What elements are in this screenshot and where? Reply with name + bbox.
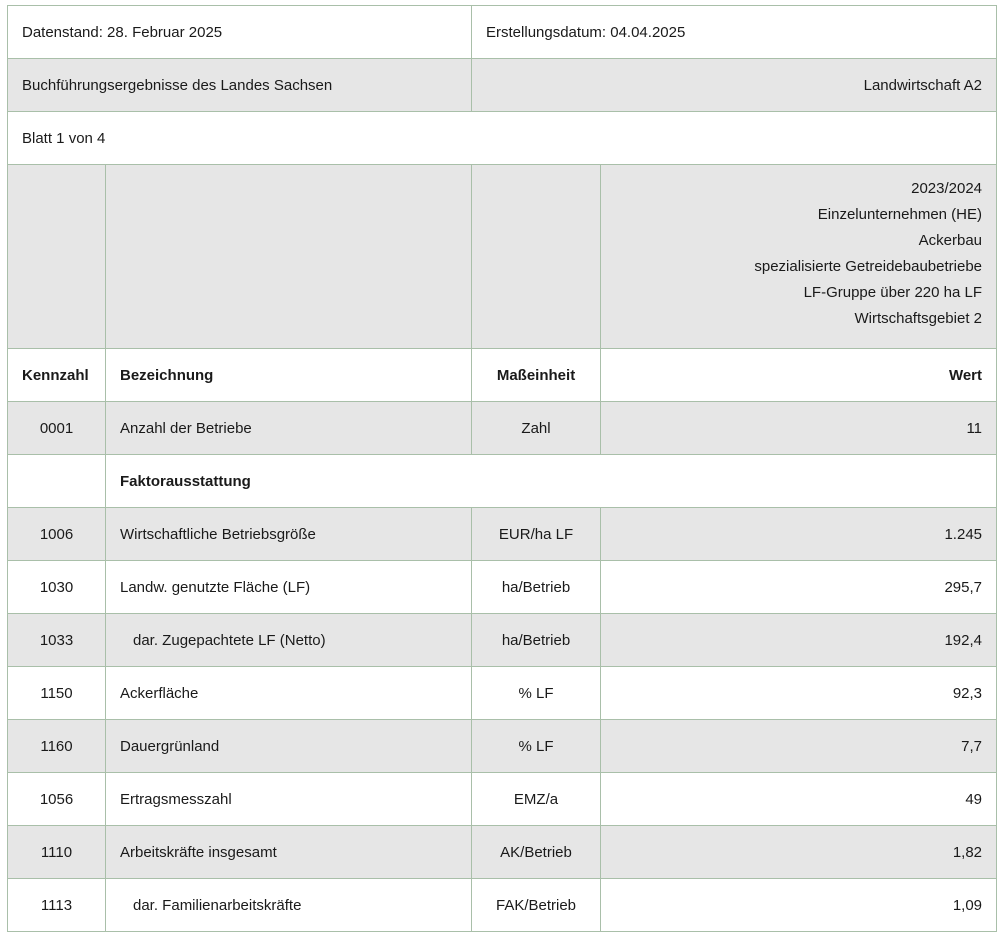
row-bezeichnung: Landw. genutzte Fläche (LF) <box>106 561 472 614</box>
table-row <box>8 667 997 720</box>
selection-criteria <box>601 165 997 349</box>
row-einheit: Zahl <box>472 402 601 455</box>
row-einheit: ha/Betrieb <box>472 561 601 614</box>
selection-betriebsform: Ackerbau <box>918 232 983 249</box>
selection-gebiet: Wirtschaftsgebiet 2 <box>854 310 983 327</box>
row-bezeichnung: Ertragsmesszahl <box>106 773 472 826</box>
row-bezeichnung: Ackerfläche <box>106 667 472 720</box>
row-wert: 7,7 <box>601 720 997 773</box>
selection-spezialisierung: spezialisierte Getreidebaubetriebe <box>754 258 983 275</box>
report-code: Landwirtschaft A2 <box>472 59 997 112</box>
row-bezeichnung: dar. Zugepachtete LF (Netto) <box>106 614 472 667</box>
row-einheit: % LF <box>472 667 601 720</box>
section-empty <box>8 455 106 508</box>
table-row <box>8 826 997 879</box>
row-kennzahl: 1113 <box>8 879 106 932</box>
col-kennzahl: Kennzahl <box>8 349 106 402</box>
row-bezeichnung: Anzahl der Betriebe <box>106 402 472 455</box>
row-wert: 92,3 <box>601 667 997 720</box>
row-einheit: EMZ/a <box>472 773 601 826</box>
table-row <box>8 402 997 455</box>
row-einheit: % LF <box>472 720 601 773</box>
row-kennzahl: 1056 <box>8 773 106 826</box>
page-indicator: Blatt 1 von 4 <box>8 112 997 165</box>
row-kennzahl: 1030 <box>8 561 106 614</box>
row-einheit: EUR/ha LF <box>472 508 601 561</box>
row-kennzahl: 1160 <box>8 720 106 773</box>
selection-year: 2023/2024 <box>911 180 983 197</box>
row-wert: 1,82 <box>601 826 997 879</box>
page-row <box>8 112 997 165</box>
report-table <box>7 5 997 932</box>
table-row <box>8 720 997 773</box>
table-row <box>8 614 997 667</box>
row-einheit: FAK/Betrieb <box>472 879 601 932</box>
row-einheit: AK/Betrieb <box>472 826 601 879</box>
erstellungsdatum: Erstellungsdatum: 04.04.2025 <box>472 6 997 59</box>
report-sheet <box>7 5 996 932</box>
col-masseinheit: Maßeinheit <box>472 349 601 402</box>
col-bezeichnung: Bezeichnung <box>106 349 472 402</box>
datenstand: Datenstand: 28. Februar 2025 <box>8 6 472 59</box>
row-wert: 1.245 <box>601 508 997 561</box>
row-wert: 192,4 <box>601 614 997 667</box>
row-kennzahl: 0001 <box>8 402 106 455</box>
selection-lf-gruppe: LF-Gruppe über 220 ha LF <box>803 284 983 301</box>
selection-empty-2 <box>106 165 472 349</box>
row-bezeichnung: Arbeitskräfte insgesamt <box>106 826 472 879</box>
title-row <box>8 59 997 112</box>
section-title: Faktorausstattung <box>106 455 997 508</box>
section-row <box>8 455 997 508</box>
row-bezeichnung: dar. Familienarbeitskräfte <box>106 879 472 932</box>
row-wert: 49 <box>601 773 997 826</box>
table-row <box>8 508 997 561</box>
row-wert: 1,09 <box>601 879 997 932</box>
table-row <box>8 879 997 932</box>
table-row <box>8 561 997 614</box>
row-kennzahl: 1110 <box>8 826 106 879</box>
selection-row <box>8 165 997 349</box>
table-row <box>8 773 997 826</box>
row-kennzahl: 1033 <box>8 614 106 667</box>
row-bezeichnung: Dauergrünland <box>106 720 472 773</box>
column-header-row <box>8 349 997 402</box>
row-wert: 295,7 <box>601 561 997 614</box>
selection-empty-1 <box>8 165 106 349</box>
row-einheit: ha/Betrieb <box>472 614 601 667</box>
row-bezeichnung: Wirtschaftliche Betriebsgröße <box>106 508 472 561</box>
row-kennzahl: 1150 <box>8 667 106 720</box>
row-wert: 11 <box>601 402 997 455</box>
row-kennzahl: 1006 <box>8 508 106 561</box>
meta-row <box>8 6 997 59</box>
selection-rechtsform: Einzelunternehmen (HE) <box>817 206 983 223</box>
col-wert: Wert <box>601 349 997 402</box>
report-title: Buchführungsergebnisse des Landes Sachsen <box>8 59 472 112</box>
selection-empty-3 <box>472 165 601 349</box>
